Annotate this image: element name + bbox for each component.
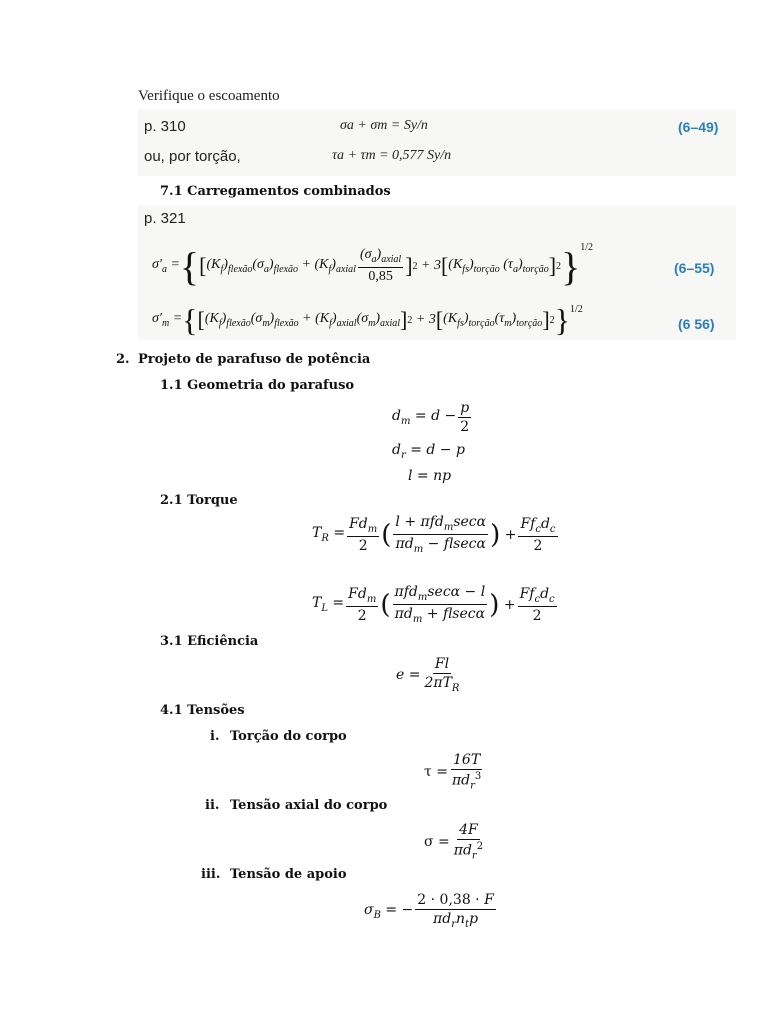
heading-3-1: 3.1 Eficiência: [160, 634, 259, 649]
equation-torsion: τa + τm = 0,577 Sy/n: [332, 148, 452, 163]
section-2-number: 2.: [116, 352, 130, 367]
heading-2-1: 2.1 Torque: [160, 493, 238, 508]
equation-number-6-49: (6–49): [678, 119, 719, 135]
torsion-label: ou, por torção,: [144, 148, 241, 165]
equation-efficiency: e = $\frac{Fl}{2\pi T_R}$: [396, 656, 460, 694]
intro-text: Verifique o escoamento: [138, 88, 280, 104]
equation-torque-raise: $T_R$ = $\frac{Fd_m}{2}$ ( $\frac{l + \pi fd_m\sec\alpha}{\pi d_m - flsec\alpha}$ ) + $\frac{Ff_cd_c}{2}$: [312, 514, 556, 556]
item-iii-number: iii.: [201, 867, 221, 882]
equation-torsion-stress: τ = $\frac{16T}{\pi d_r^3}$: [424, 752, 482, 792]
page-ref-310: p. 310: [144, 118, 186, 135]
equation-6-56: $\sigma'_m$ = { [ $(K_f)_{flexão}(\sigma_m)_{flexão} + (K_f)_{axial}(\sigma_m)_{axial}$ ] 2 + 3 [ $(K_{fs})_{torção}(\tau_m)_{torção}$ ] 2 } $^{1/2}$: [152, 301, 583, 338]
item-i-number: i.: [210, 729, 220, 744]
scanned-equations-block-2: [138, 206, 736, 340]
equation-torque-lower: $T_L$ = $\frac{Fd_m}{2}$ ( $\frac{\pi fd_m\sec\alpha - l}{\pi d_m + flsec\alpha}$ ) + $\frac{Ff_cd_c}{2}$: [312, 584, 555, 626]
equation-dr: $d_r = d - p$: [392, 442, 465, 461]
equation-number-6-55: (6–55): [674, 260, 715, 276]
heading-1-1: 1.1 Geometria do parafuso: [160, 378, 355, 393]
heading-7-1: 7.1 Carregamentos combinados: [160, 184, 391, 199]
item-ii-label: Tensão axial do corpo: [230, 798, 388, 813]
scanned-equations-block-1: [138, 110, 736, 176]
equation-lead: l = np: [408, 468, 452, 484]
equation-6-55: $\sigma'_a$ = { [ $(K_f)_{flexão}(\sigma_a)_{flexão} + (K_f)_{axial}$ $\frac{(\sigma_a)_{axial}}{0,85}$ ] 2 + 3 [ $(K_{fs})_{torção}$ $(\tau_a)_{torção}$ ] 2 } $^{1/2}$: [152, 242, 594, 289]
page-ref-321: p. 321: [144, 210, 186, 227]
item-i-label: Torção do corpo: [230, 729, 347, 744]
item-ii-number: ii.: [205, 798, 220, 813]
equation-number-6-56: (6 56): [678, 316, 715, 332]
heading-4-1: 4.1 Tensões: [160, 703, 245, 718]
section-2-title: Projeto de parafuso de potência: [138, 352, 371, 367]
item-iii-label: Tensão de apoio: [230, 867, 347, 882]
equation-bearing-stress: $\sigma_B$ = − $\frac{2 \cdot 0,38 \cdot F}{\pi d_rn_tp}$: [364, 892, 494, 930]
equation-6-49: σa + σm = Sy/n: [340, 118, 428, 133]
equation-axial-stress: σ = $\frac{4F}{\pi d_r^2}$: [424, 822, 484, 862]
equation-dm: $d_m = d$ − $\frac{p}{2}$: [392, 400, 470, 436]
